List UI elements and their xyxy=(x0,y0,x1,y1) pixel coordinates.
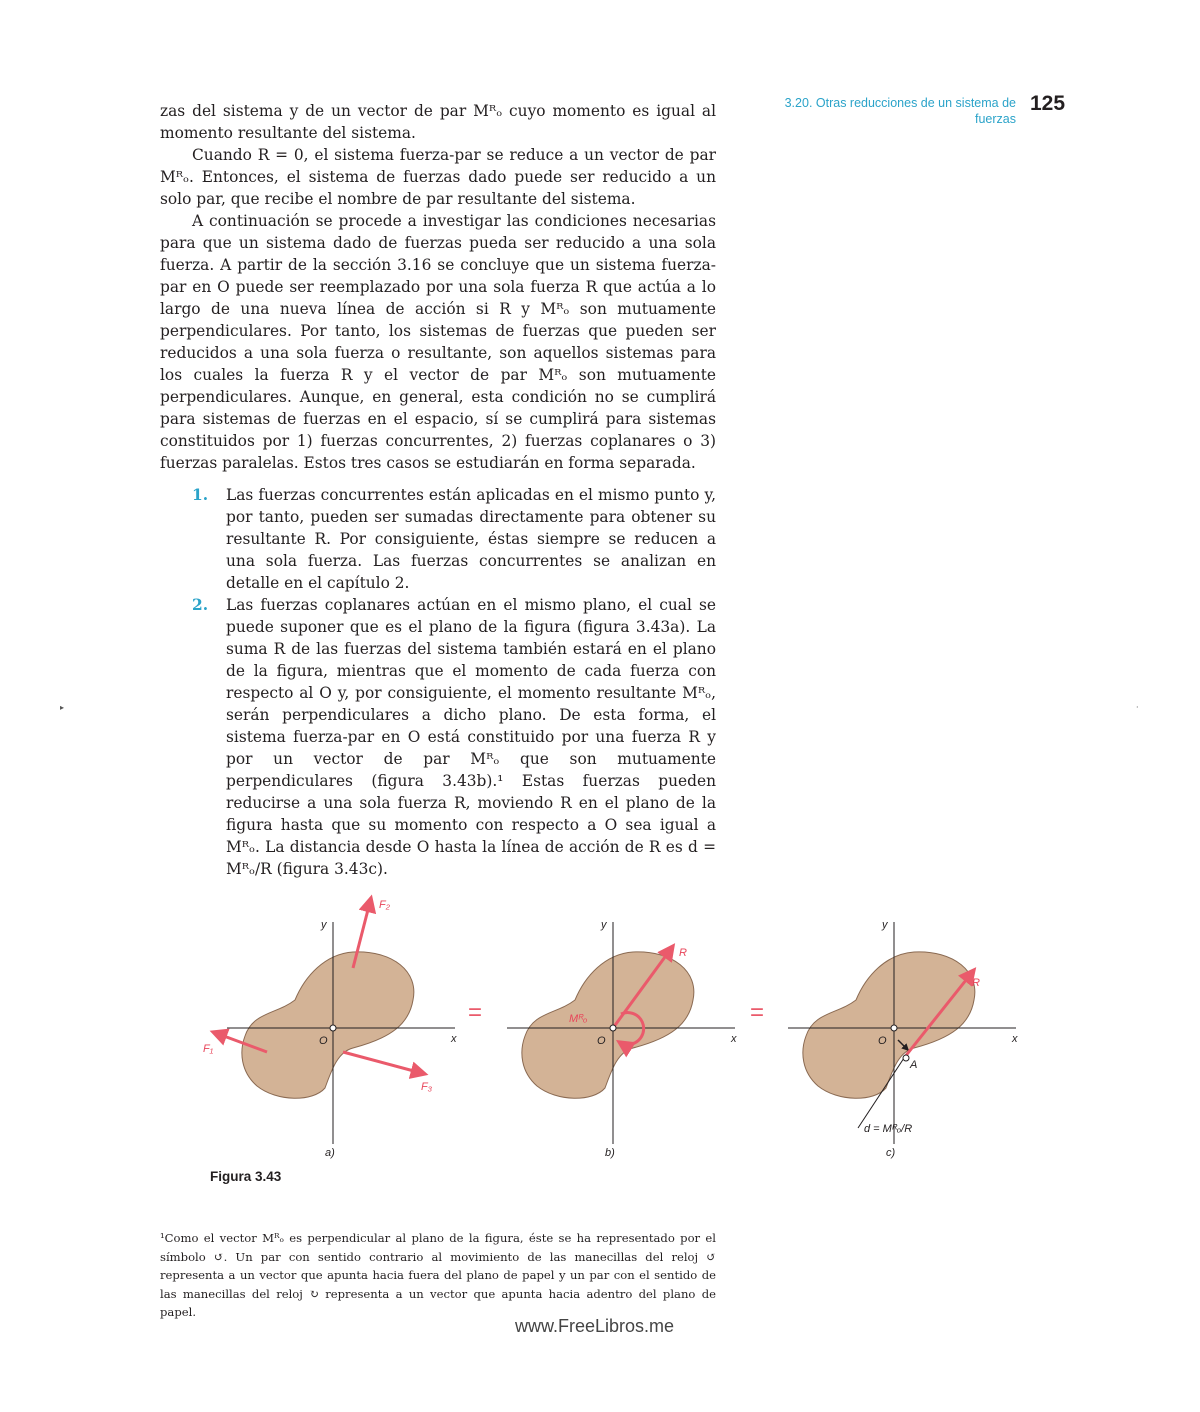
resultant-r-label: R xyxy=(679,947,687,959)
origin-label: O xyxy=(319,1035,328,1047)
list-item-concurrent-forces xyxy=(160,484,716,594)
origin-point xyxy=(610,1025,616,1031)
rigid-body-shape xyxy=(522,952,694,1098)
origin-label: O xyxy=(878,1035,887,1047)
resultant-r-label: R xyxy=(972,977,980,989)
panel-a-label: a) xyxy=(325,1147,335,1159)
origin-point xyxy=(330,1025,336,1031)
distance-label: d = Mᴿₒ/R xyxy=(864,1123,913,1135)
rigid-body-shape xyxy=(242,952,414,1098)
y-axis-label: y xyxy=(321,919,327,931)
equals-sign-1: = xyxy=(468,999,483,1026)
y-axis-label: y xyxy=(601,919,607,931)
right-margin-marker: · xyxy=(1136,703,1139,712)
equals-sign-2: = xyxy=(750,999,765,1026)
panel-b xyxy=(507,919,737,1159)
rigid-body-shape xyxy=(803,952,975,1098)
figure-caption: Figura 3.43 xyxy=(210,1169,282,1184)
body-text-column xyxy=(160,100,716,880)
panel-c-label: c) xyxy=(886,1147,896,1159)
force-f3-arrow xyxy=(343,1052,425,1074)
paragraph-1: zas del sistema y de un vector de par Mᴿₒ cuyo momento es igual al momento resultante del sistema. xyxy=(160,102,716,142)
force-f1-label: F₁ xyxy=(203,1043,214,1055)
list-item-text: Las fuerzas coplanares actúan en el mismo plano, el cual se puede suponer que es el plano de la figura (figura 3.43a). La suma R de las fuerzas del sistema también estará en el plano de la figura, mientras que el momento de cada fuerza con respecto al O y, por consiguiente, el momento resultante Mᴿₒ, serán perpendiculares a dicho plano. De esta forma, el sistema fuerza-par en O está constituido por una fuerza R y por un vector de par Mᴿₒ que son mutuamente perpendiculares (figura 3.43b).¹ Estas fuerzas pueden reducirse a una sola fuerza R, moviendo R en el plano de la figura hasta que su momento con respecto a O sea igual a Mᴿₒ. La distancia desde O hasta la línea de acción de R es d = Mᴿₒ/R (figura 3.43c). xyxy=(226,596,716,878)
page-number: 125 xyxy=(1030,92,1066,115)
y-axis-label: y xyxy=(882,919,888,931)
panel-b-label: b) xyxy=(605,1147,615,1159)
origin-label: O xyxy=(597,1035,606,1047)
running-head-section-title: 3.20. Otras reducciones de un sistema de fuerzas xyxy=(784,96,1016,126)
footnote: ¹Como el vector Mᴿₒ es perpendicular al plano de la figura, éste se ha representado por el símbolo ↺. Un par con sentido contrario al movimiento de las manecillas del reloj ↺ representa a un vector que apunta hacia fuera del plano de papel y un par con el sentido de las manecillas del reloj ↻ representa a un vector que apunta hacia adentro del plano de papel. xyxy=(160,1231,716,1319)
figure-3-43 xyxy=(190,880,1050,1170)
left-margin-marker: ▸ xyxy=(60,703,65,712)
figure-diagram xyxy=(190,880,1050,1170)
force-f3-label: F₃ xyxy=(421,1081,433,1093)
x-axis-label: x xyxy=(451,1033,457,1045)
x-axis-label: x xyxy=(731,1033,737,1045)
couple-moment-label: Mᴿₒ xyxy=(569,1013,588,1025)
point-a xyxy=(903,1055,909,1061)
panel-c xyxy=(788,919,1018,1159)
list-item-text: Las fuerzas concurrentes están aplicadas en el mismo punto y, por tanto, pueden ser sumadas directamente para obtener su resultante R. Por consiguiente, éstas siempre se reducen a una sola fuerza. Las fuerzas concurrentes se analizan en detalle en el capítulo 2. xyxy=(226,486,716,592)
list-item-coplanar-forces xyxy=(160,594,716,880)
watermark-url: www.FreeLibros.me xyxy=(515,1316,675,1336)
list-number: 2. xyxy=(192,596,209,614)
force-f2-label: F₂ xyxy=(379,899,390,911)
paragraph-3: A continuación se procede a investigar las condiciones necesarias para que un sistema dado de fuerzas pueda ser reducido a una sola fuerza. A partir de la sección 3.16 se concluye que un sistema fuerza-par en O puede ser reemplazado por una sola fuerza R que actúa a lo largo de una nueva línea de acción si R y Mᴿₒ son mutuamente perpendiculares. Por tanto, los sistemas de fuerzas que pueden ser reducidos a una sola fuerza o resultante, son aquellos sistemas para los cuales la fuerza R y el vector de par Mᴿₒ son mutuamente perpendiculares. Aunque, en general, esta condición no se cumplirá para sistemas de fuerzas en el espacio, sí se cumplirá para sistemas constituidos por 1) fuerzas concurrentes, 2) fuerzas coplanares o 3) fuerzas paralelas. Estos tres casos se estudiarán en forma separada. xyxy=(160,212,716,472)
origin-point xyxy=(891,1025,897,1031)
paragraph-2: Cuando R = 0, el sistema fuerza-par se reduce a un vector de par Mᴿₒ. Entonces, el sistema de fuerzas dado puede ser reducido a un solo par, que recibe el nombre de par resultante del sistema. xyxy=(160,146,716,208)
point-a-label: A xyxy=(910,1059,918,1071)
panel-a xyxy=(203,898,457,1159)
x-axis-label: x xyxy=(1012,1033,1018,1045)
list-number: 1. xyxy=(192,486,209,504)
